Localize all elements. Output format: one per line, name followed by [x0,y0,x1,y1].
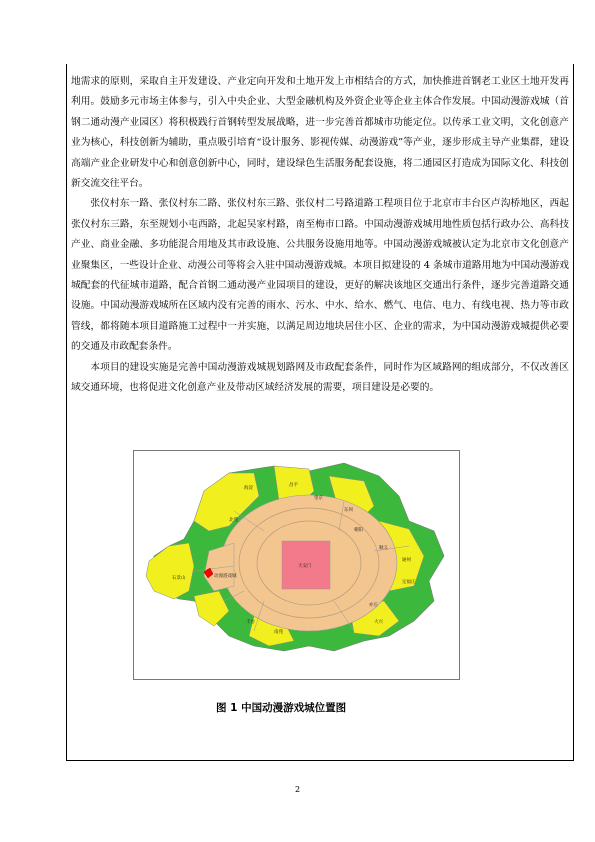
figure-caption: 图 1 中国动漫游戏城位置图 [216,702,347,714]
label-shunyi: 顺义 [379,546,388,551]
label-tiananmen: 天安门 [298,564,312,569]
label-tongzhou: 通州 [402,558,411,563]
paragraph-2: 张仪村东一路、张仪村东二路、张仪村东三路、张仪村二号路道路工程项目位于北京市丰台区卢沟桥地区，西起张仪村东三路，东至规划小屯西路，北起吴家村路，南至梅市口路。中国动漫游戏城用地性质包括行政办公、高科技产业、商业金融、多功能混合用地及其市政设施、公共服务设施用地等。中国动漫游戏城被认定为北京市文化创意产业聚集区，一些设计企业、动漫公司等将会入驻中国动漫游戏城。本项目拟建设的 4 条城市道路用地为中国动漫游戏城配套的代征城市道路，配合首钢二通动漫产业园项目的建设，更好的解决该地区交通出行条件，逐步完善道路交通设施。中国动漫游戏城所在区域内没有完善的雨水、污水、中水、给水、燃气、电信、电力、有线电视、热力等市政管线，都将随本项目道路施工过程中一并实施，以满足周边地块居住小区、企业的需求，为中国动漫游戏城提供必要的交通及市政配套条件。 [71,198,569,353]
label-changping: 昌平 [289,483,298,488]
label-haidian: 海淀 [244,486,253,491]
label-wangjing: 望京 [314,496,323,501]
label-fengtai: 丰台 [246,620,255,625]
label-daxing: 大兴 [374,620,383,625]
yellow-region-w [146,543,194,599]
location-map [133,450,460,680]
paragraph-1: 地需求的原则，采取自主开发建设、产业定向开发和土地开发上市相结合的方式，加快推进首钢老工业区土地开发再利用。鼓励多元市场主体参与，引入中央企业、大型金融机构及外资企业等企业主体合作发展。中国动漫游戏城（首钢二通动漫产业园区）将积极践行首钢转型发展战略，进一步完善首都城市功能定位。以传承工业文明，文化创意产业为核心，科技创新为辅助，重点吸引培育“设计服务、影视传媒、动漫游戏”等产业，逐步形成主导产业集群，建设高端产业企业研发中心和创意创新中心，同时，建设绿色生活服务配套设施，将二通园区打造成为国际文化、科技创新交流交往平台。 [71,76,569,190]
label-dingfuzhuang: 定福庄 [402,580,416,585]
label-beiyuan: 北苑 [229,518,238,523]
label-chaoyang: 朝阳 [354,528,363,533]
map-graphic [134,451,459,679]
label-yizhuang: 亦庄 [369,603,378,608]
label-shijingshan: 石景山 [172,576,186,581]
paragraph-3: 本项目的建设实施是完善中国动漫游戏城规划路网及市政配套条件，同时作为区域路网的组成部分，不仅改善区域交通环境，也将促进文化创意产业及带动区域经济发展的需要，项目建设是必要的。 [71,361,569,394]
label-project-site: 动漫游戏城 [214,574,237,579]
page-number: 2 [294,785,301,794]
label-dongba: 东坝 [344,508,353,513]
label-nanyuan: 南苑 [274,630,283,635]
body-text [71,72,569,399]
